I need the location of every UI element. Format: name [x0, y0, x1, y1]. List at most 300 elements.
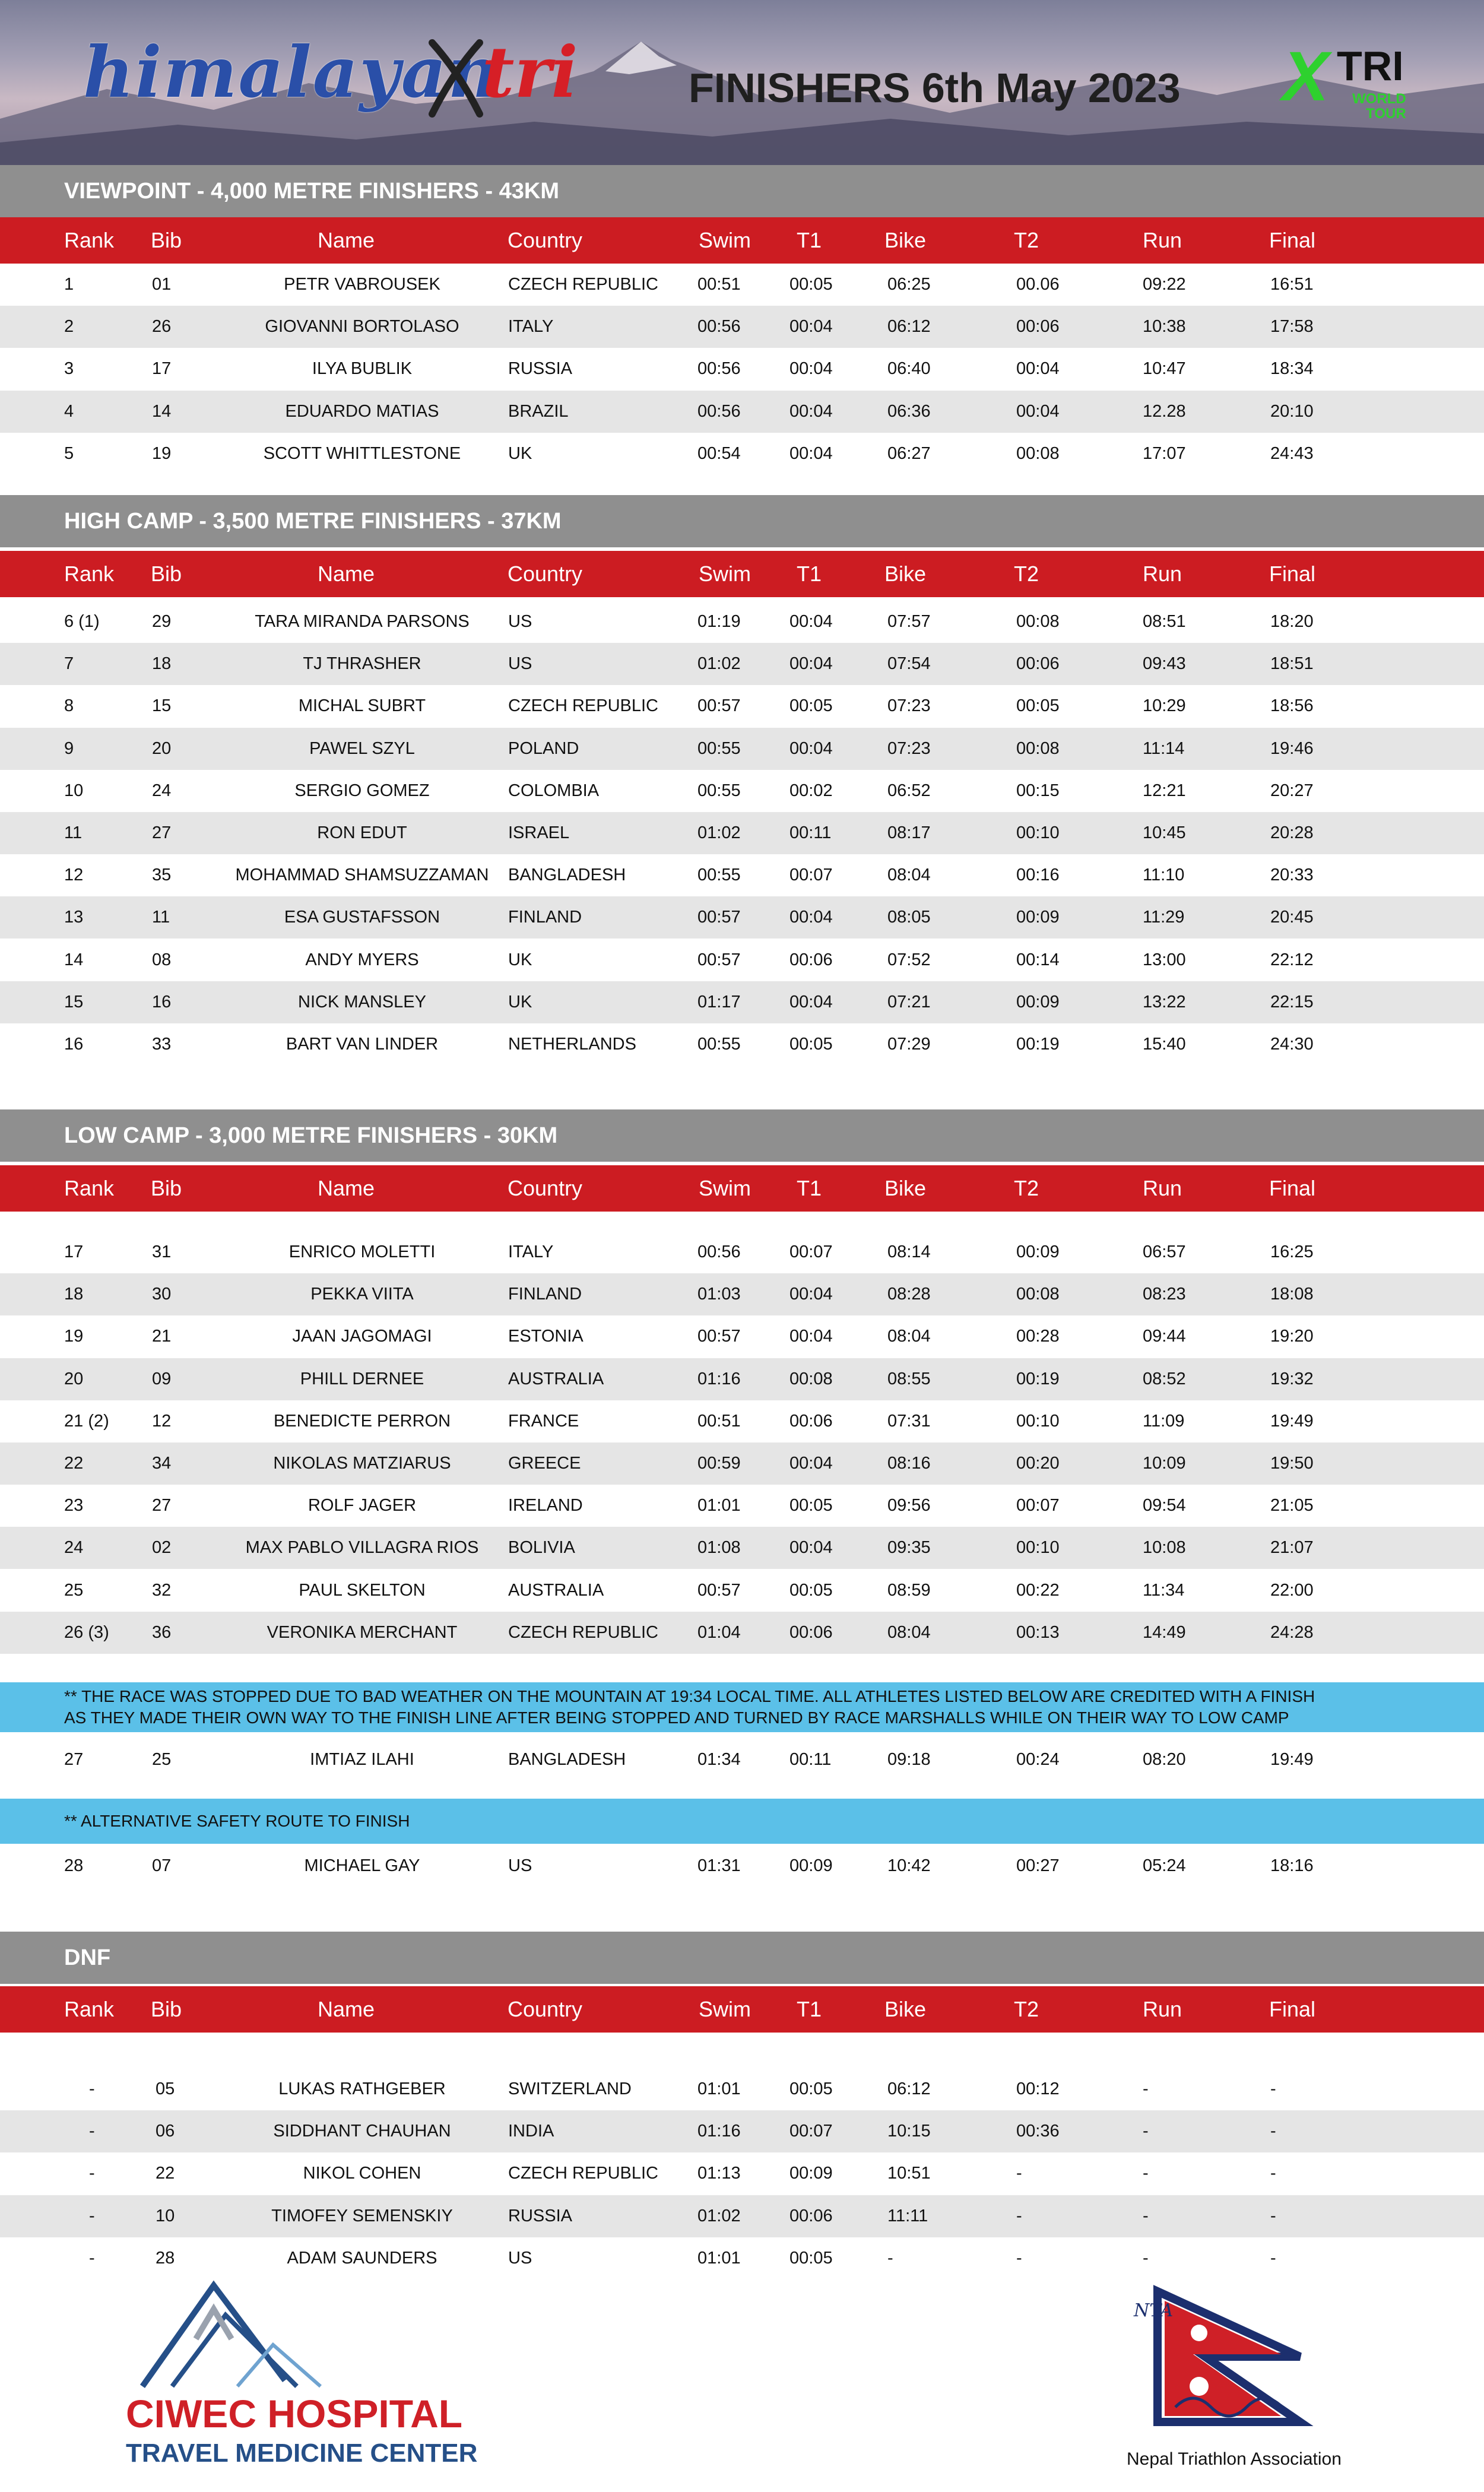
column-header-country: Country: [508, 562, 583, 586]
table-row: [0, 2152, 1484, 2195]
country-cell: SWITZERLAND: [508, 2079, 632, 2098]
nepal-triathlon-association-name: Nepal Triathlon Association: [1127, 2449, 1342, 2469]
swim-cell: 01:02: [697, 823, 741, 842]
bike-cell: -: [887, 2248, 893, 2268]
column-header-rank: Rank: [64, 1176, 115, 1200]
t2-cell: 00:19: [1016, 1369, 1060, 1388]
t1-cell: 00:04: [789, 612, 833, 631]
rank-cell: 10: [64, 781, 84, 800]
t1-cell: 00:11: [789, 823, 832, 842]
rank-cell: 13: [64, 908, 84, 927]
column-header-country: Country: [508, 1176, 583, 1200]
final-cell: 19:46: [1270, 738, 1314, 758]
table-row: [0, 433, 1484, 475]
t1-cell: 00:04: [789, 908, 833, 927]
final-cell: 20:45: [1270, 908, 1314, 927]
final-cell: 22:00: [1270, 1580, 1314, 1600]
country-cell: CZECH REPUBLIC: [508, 696, 658, 716]
name-cell: MICHAL SUBRT: [298, 696, 426, 716]
final-cell: 20:28: [1270, 823, 1314, 842]
run-cell: 17:07: [1143, 443, 1186, 463]
swim-cell: 00:54: [697, 443, 741, 463]
country-cell: US: [508, 654, 532, 674]
table-row: [0, 1358, 1484, 1400]
swim-cell: 01:17: [697, 992, 741, 1012]
final-cell: 18:16: [1270, 1856, 1314, 1875]
name-cell: JAAN JAGOMAGI: [292, 1327, 432, 1346]
t2-cell: 00:22: [1016, 1580, 1060, 1600]
column-header-t2: T2: [1014, 228, 1039, 252]
rank-cell: 2: [64, 317, 74, 337]
name-cell: BART VAN LINDER: [286, 1035, 439, 1054]
bike-cell: 07:23: [887, 738, 931, 758]
section-title-bar: LOW CAMP - 3,000 METRE FINISHERS - 30KM: [0, 1109, 1484, 1162]
rank-cell: 8: [64, 696, 74, 716]
swim-cell: 01:02: [697, 654, 741, 674]
table-row: [0, 1485, 1484, 1527]
swim-cell: 01:13: [697, 2164, 741, 2183]
t1-cell: 00:04: [789, 317, 833, 337]
name-cell: MOHAMMAD SHAMSUZZAMAN: [235, 865, 489, 885]
t2-cell: 00:08: [1016, 612, 1060, 631]
column-header-t1: T1: [797, 228, 822, 252]
swim-cell: 00:51: [697, 275, 741, 294]
bib-cell: 35: [152, 865, 172, 885]
rank-cell: 16: [64, 1035, 84, 1054]
t1-cell: 00:04: [789, 1454, 833, 1473]
column-header-rank: Rank: [64, 562, 115, 586]
bib-cell: 27: [152, 823, 172, 842]
t1-cell: 00:04: [789, 401, 833, 421]
run-cell: 11:14: [1143, 738, 1185, 758]
t2-cell: 00:06: [1016, 654, 1060, 674]
column-header-t1: T1: [797, 562, 822, 586]
bike-cell: 06:12: [887, 2079, 931, 2098]
nepal-triathlon-flag-logo: [1122, 2268, 1347, 2446]
page-header: [0, 0, 1484, 165]
t1-cell: 00:05: [789, 696, 833, 716]
rank-cell: -: [89, 2164, 95, 2183]
column-header-country: Country: [508, 228, 583, 252]
t1-cell: 00:04: [789, 1538, 833, 1558]
t2-cell: 00:24: [1016, 1750, 1060, 1769]
swim-cell: 00:57: [697, 1580, 741, 1600]
run-cell: 12:21: [1143, 781, 1186, 800]
final-cell: 18:08: [1270, 1285, 1314, 1304]
swim-cell: 00:56: [697, 401, 741, 421]
rank-cell: 5: [64, 443, 74, 463]
country-cell: BANGLADESH: [508, 865, 626, 885]
t2-cell: 00:09: [1016, 1242, 1060, 1261]
bike-cell: 07:52: [887, 950, 931, 969]
bike-cell: 06:36: [887, 401, 931, 421]
table-row: [0, 2195, 1484, 2237]
t1-cell: 00:05: [789, 1496, 833, 1516]
rank-cell: 15: [64, 992, 84, 1012]
swim-cell: 01:01: [697, 1496, 741, 1516]
bib-cell: 14: [152, 401, 172, 421]
rank-cell: 26 (3): [64, 1622, 109, 1642]
xtri-world-tour-logo: X TRI WORLD TOUR: [1282, 37, 1406, 122]
section-title-bar: HIGH CAMP - 3,500 METRE FINISHERS - 37KM: [0, 495, 1484, 547]
run-cell: 10:38: [1143, 317, 1186, 337]
column-header-country: Country: [508, 1997, 583, 2021]
column-header-bib: Bib: [151, 1997, 182, 2021]
table-row: [0, 2068, 1484, 2110]
table-row: [0, 939, 1484, 981]
table-row: [0, 1400, 1484, 1442]
bike-cell: 08:14: [887, 1242, 931, 1261]
final-cell: 18:34: [1270, 359, 1314, 379]
column-header-rank: Rank: [64, 1997, 115, 2021]
swim-cell: 00:55: [697, 738, 741, 758]
column-header-bib: Bib: [151, 1176, 182, 1200]
name-cell: GIOVANNI BORTOLASO: [265, 317, 459, 337]
t1-cell: 00:05: [789, 2248, 833, 2268]
bib-cell: 07: [152, 1856, 172, 1875]
name-cell: ENRICO MOLETTI: [288, 1242, 436, 1261]
table-row: [0, 1527, 1484, 1569]
column-header-bib: Bib: [151, 228, 182, 252]
rank-cell: 18: [64, 1285, 84, 1304]
bib-cell: 25: [152, 1750, 172, 1769]
run-cell: 13:22: [1143, 992, 1186, 1012]
table-row: [0, 770, 1484, 812]
swim-cell: 00:55: [697, 865, 741, 885]
bib-cell: 09: [152, 1369, 172, 1388]
bike-cell: 07:29: [887, 1035, 931, 1054]
column-header-run: Run: [1143, 1997, 1182, 2021]
final-cell: 24:30: [1270, 1035, 1314, 1054]
rank-cell: 11: [64, 823, 83, 842]
table-row: [0, 1739, 1484, 1781]
bike-cell: 08:59: [887, 1580, 931, 1600]
t1-cell: 00:11: [789, 1750, 832, 1769]
country-cell: BANGLADESH: [508, 1750, 626, 1769]
country-cell: FINLAND: [508, 908, 582, 927]
final-cell: 19:50: [1270, 1454, 1314, 1473]
bib-cell: 18: [152, 654, 172, 674]
swim-cell: 01:16: [697, 2122, 741, 2141]
final-cell: 20:27: [1270, 781, 1314, 800]
rank-cell: 20: [64, 1369, 84, 1388]
rank-cell: 19: [64, 1327, 84, 1346]
swim-cell: 01:34: [697, 1750, 741, 1769]
final-cell: 20:10: [1270, 401, 1314, 421]
bike-cell: 06:12: [887, 317, 931, 337]
country-cell: UK: [508, 443, 532, 463]
final-cell: 18:51: [1270, 654, 1314, 674]
bike-cell: 06:40: [887, 359, 931, 379]
run-cell: -: [1143, 2079, 1149, 2098]
country-cell: CZECH REPUBLIC: [508, 1622, 658, 1642]
country-cell: US: [508, 1856, 532, 1875]
t2-cell: 00:08: [1016, 443, 1060, 463]
bib-cell: 30: [152, 1285, 172, 1304]
bike-cell: 08:04: [887, 1622, 931, 1642]
final-cell: -: [1270, 2206, 1276, 2225]
himalayan-logo-text: himalayan: [83, 31, 500, 113]
final-cell: 18:20: [1270, 612, 1314, 631]
t1-cell: 00:07: [789, 2122, 833, 2141]
country-cell: ISRAEL: [508, 823, 570, 842]
run-cell: 08:51: [1143, 612, 1186, 631]
column-header-bike: Bike: [884, 228, 927, 252]
swim-cell: 01:19: [697, 612, 741, 631]
column-header-final: Final: [1269, 562, 1316, 586]
name-cell: NICK MANSLEY: [298, 992, 426, 1012]
country-cell: AUSTRALIA: [508, 1369, 604, 1388]
name-cell: NIKOL COHEN: [303, 2164, 421, 2183]
swim-cell: 00:56: [697, 359, 741, 379]
rank-cell: 21 (2): [64, 1411, 109, 1431]
t1-cell: 00:09: [789, 2164, 833, 2183]
rank-cell: 25: [64, 1580, 84, 1600]
name-cell: RON EDUT: [317, 823, 407, 842]
final-cell: 21:07: [1270, 1538, 1314, 1558]
rank-cell: 4: [64, 401, 74, 421]
name-cell: PETR VABROUSEK: [284, 275, 440, 294]
page-title: FINISHERS 6th May 2023: [689, 65, 1181, 111]
bike-cell: 08:04: [887, 865, 931, 885]
note-line: AS THEY MADE THEIR OWN WAY TO THE FINISH LINE AFTER BEING STOPPED AND TURNED BY RACE MARSHALLS WHILE ON THEIR WAY TO LOW CAMP: [64, 1708, 1289, 1727]
bib-cell: 29: [152, 612, 172, 631]
t1-cell: 00:08: [789, 1369, 833, 1388]
bib-cell: 21: [152, 1327, 172, 1346]
ciwec-hospital-subtitle: TRAVEL MEDICINE CENTER: [126, 2439, 478, 2468]
run-cell: -: [1143, 2122, 1149, 2141]
table-row: [0, 896, 1484, 939]
bike-cell: 11:11: [887, 2206, 928, 2225]
name-cell: ROLF JAGER: [307, 1496, 417, 1516]
name-cell: MICHAEL GAY: [304, 1856, 420, 1875]
swim-cell: 00:59: [697, 1454, 741, 1473]
ciwec-hospital-title: CIWEC HOSPITAL: [126, 2392, 463, 2436]
t2-cell: 00:28: [1016, 1327, 1060, 1346]
country-cell: INDIA: [508, 2122, 554, 2141]
swim-cell: 01:08: [697, 1538, 741, 1558]
name-cell: TIMOFEY SEMENSKIY: [271, 2206, 453, 2225]
final-cell: -: [1270, 2079, 1276, 2098]
t2-cell: 00.06: [1016, 275, 1060, 294]
bib-cell: 33: [152, 1035, 172, 1054]
table-row: [0, 1442, 1484, 1485]
t1-cell: 00:04: [789, 1285, 833, 1304]
bike-cell: 07:31: [887, 1411, 931, 1431]
bike-cell: 08:28: [887, 1285, 931, 1304]
bib-cell: 06: [156, 2122, 175, 2141]
bib-cell: 05: [156, 2079, 175, 2098]
name-cell: NIKOLAS MATZIARUS: [273, 1454, 451, 1473]
column-header-bike: Bike: [884, 1997, 927, 2021]
bike-cell: 08:05: [887, 908, 931, 927]
name-cell: ESA GUSTAFSSON: [284, 908, 440, 927]
section-title-bar: VIEWPOINT - 4,000 METRE FINISHERS - 43KM: [0, 165, 1484, 217]
column-header-run: Run: [1143, 228, 1182, 252]
t2-cell: 00:07: [1016, 1496, 1060, 1516]
t1-cell: 00:06: [789, 1622, 833, 1642]
bib-cell: 34: [152, 1454, 172, 1473]
t2-cell: 00:10: [1016, 1538, 1060, 1558]
section-title-bar: DNF: [0, 1932, 1484, 1984]
run-cell: -: [1143, 2164, 1149, 2183]
table-row: [0, 1273, 1484, 1315]
t2-cell: 00:04: [1016, 401, 1060, 421]
table-row: [0, 348, 1484, 390]
bike-cell: 07:54: [887, 654, 931, 674]
t2-cell: 00:12: [1016, 2079, 1060, 2098]
final-cell: -: [1270, 2248, 1276, 2268]
name-cell: SCOTT WHITTLESTONE: [263, 443, 461, 463]
country-cell: US: [508, 612, 532, 631]
name-cell: ADAM SAUNDERS: [287, 2248, 437, 2268]
t1-cell: 00:05: [789, 1035, 833, 1054]
bike-cell: 10:15: [887, 2122, 931, 2141]
country-cell: CZECH REPUBLIC: [508, 275, 658, 294]
bib-cell: 01: [152, 275, 172, 294]
note-line: ** THE RACE WAS STOPPED DUE TO BAD WEATHER ON THE MOUNTAIN AT 19:34 LOCAL TIME. ALL ATHLETES LISTED BELOW ARE CREDITED WITH A FINISH: [64, 1687, 1315, 1705]
bib-cell: 36: [152, 1622, 172, 1642]
swim-cell: 01:03: [697, 1285, 741, 1304]
t1-cell: 00:04: [789, 992, 833, 1012]
final-cell: -: [1270, 2164, 1276, 2183]
country-cell: POLAND: [508, 738, 579, 758]
nta-logo-label: NTA: [1134, 2300, 1174, 2321]
rank-cell: 3: [64, 359, 74, 379]
run-cell: 11:34: [1143, 1580, 1185, 1600]
rank-cell: 1: [64, 275, 74, 294]
t1-cell: 00:04: [789, 359, 833, 379]
table-row: [0, 981, 1484, 1023]
t2-cell: 00:20: [1016, 1454, 1060, 1473]
bib-cell: 24: [152, 781, 172, 800]
column-header-final: Final: [1269, 1997, 1316, 2021]
final-cell: 22:15: [1270, 992, 1314, 1012]
run-cell: 08:52: [1143, 1369, 1186, 1388]
name-cell: PHILL DERNEE: [300, 1369, 424, 1388]
country-cell: ITALY: [508, 317, 554, 337]
t1-cell: 00:04: [789, 443, 833, 463]
column-header-bar: [0, 1986, 1484, 2033]
tri-logo-text: tri: [482, 31, 578, 113]
country-cell: ITALY: [508, 1242, 554, 1261]
country-cell: AUSTRALIA: [508, 1580, 604, 1600]
column-header-name: Name: [318, 562, 375, 586]
table-row: [0, 306, 1484, 348]
bib-cell: 26: [152, 317, 172, 337]
run-cell: 10:45: [1143, 823, 1186, 842]
column-header-name: Name: [318, 1176, 375, 1200]
table-row: [0, 1231, 1484, 1273]
t1-cell: 00:06: [789, 950, 833, 969]
name-cell: ANDY MYERS: [305, 950, 419, 969]
t2-cell: 00:05: [1016, 696, 1060, 716]
country-cell: RUSSIA: [508, 2206, 572, 2225]
country-cell: COLOMBIA: [508, 781, 600, 800]
column-header-run: Run: [1143, 562, 1182, 586]
table-row: [0, 1315, 1484, 1358]
run-cell: 11:10: [1143, 865, 1185, 885]
name-cell: VERONIKA MERCHANT: [267, 1622, 458, 1642]
name-cell: PAWEL SZYL: [309, 738, 415, 758]
bib-cell: 11: [152, 908, 170, 927]
final-cell: 24:43: [1270, 443, 1314, 463]
country-cell: RUSSIA: [508, 359, 572, 379]
t2-cell: 00:08: [1016, 1285, 1060, 1304]
bike-cell: 07:23: [887, 696, 931, 716]
final-cell: -: [1270, 2122, 1276, 2141]
table-row: [0, 1023, 1484, 1066]
country-cell: BRAZIL: [508, 401, 569, 421]
run-cell: 08:20: [1143, 1750, 1186, 1769]
column-header-name: Name: [318, 228, 375, 252]
t2-cell: 00:19: [1016, 1035, 1060, 1054]
swim-cell: 01:31: [697, 1856, 741, 1875]
run-cell: 06:57: [1143, 1242, 1186, 1261]
column-header-bar: [0, 551, 1484, 597]
bike-cell: 06:25: [887, 275, 931, 294]
name-cell: PAUL SKELTON: [299, 1580, 426, 1600]
run-cell: 11:09: [1143, 1411, 1185, 1431]
name-cell: PEKKA VIITA: [310, 1285, 414, 1304]
table-row: [0, 812, 1484, 854]
t1-cell: 00:09: [789, 1856, 833, 1875]
t1-cell: 00:02: [789, 781, 833, 800]
table-row: [0, 854, 1484, 896]
bike-cell: 06:52: [887, 781, 931, 800]
rank-cell: 23: [64, 1496, 84, 1516]
run-cell: 09:22: [1143, 275, 1186, 294]
run-cell: 13:00: [1143, 950, 1186, 969]
rank-cell: 6 (1): [64, 612, 100, 631]
column-header-t2: T2: [1014, 1176, 1039, 1200]
t2-cell: 00:09: [1016, 992, 1060, 1012]
swim-cell: 01:01: [697, 2248, 741, 2268]
t1-cell: 00:06: [789, 1411, 833, 1431]
t1-cell: 00:04: [789, 1327, 833, 1346]
swim-cell: 00:56: [697, 1242, 741, 1261]
final-cell: 19:32: [1270, 1369, 1314, 1388]
t2-cell: 00:10: [1016, 1411, 1060, 1431]
name-cell: TARA MIRANDA PARSONS: [255, 612, 470, 631]
final-cell: 20:33: [1270, 865, 1314, 885]
country-cell: ESTONIA: [508, 1327, 584, 1346]
run-cell: 11:29: [1143, 908, 1185, 927]
country-cell: IRELAND: [508, 1496, 583, 1516]
run-cell: 10:09: [1143, 1454, 1186, 1473]
final-cell: 19:49: [1270, 1750, 1314, 1769]
run-cell: 09:44: [1143, 1327, 1186, 1346]
country-cell: FINLAND: [508, 1285, 582, 1304]
final-cell: 19:20: [1270, 1327, 1314, 1346]
table-row: [0, 391, 1484, 433]
table-row: [0, 1570, 1484, 1612]
swim-cell: 00:57: [697, 950, 741, 969]
country-cell: US: [508, 2248, 532, 2268]
run-cell: 12.28: [1143, 401, 1186, 421]
t2-cell: -: [1016, 2164, 1022, 2183]
table-row: [0, 2110, 1484, 2152]
table-row: [0, 601, 1484, 643]
column-header-bib: Bib: [151, 562, 182, 586]
final-cell: 19:49: [1270, 1411, 1314, 1431]
rank-cell: 12: [64, 865, 84, 885]
bike-cell: 07:21: [887, 992, 931, 1012]
column-header-run: Run: [1143, 1176, 1182, 1200]
crossed-knives-icon: [426, 37, 486, 120]
t1-cell: 00:04: [789, 738, 833, 758]
t2-cell: 00:10: [1016, 823, 1060, 842]
